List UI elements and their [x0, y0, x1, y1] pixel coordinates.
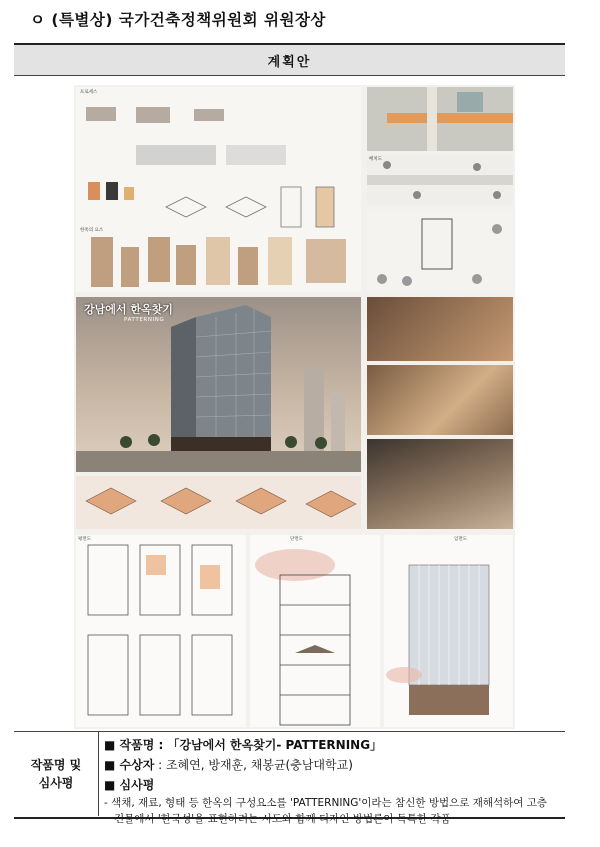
- section-drawing: [250, 535, 380, 727]
- work-line: ■ 작품명 : 「강남에서 한옥찾기- PATTERNING」: [104, 738, 383, 752]
- axon-strip: [76, 476, 361, 529]
- work-label: 작품명: [119, 738, 155, 752]
- info-row: [14, 731, 565, 825]
- work-value: 「강남에서 한옥찾기- PATTERNING」: [167, 738, 383, 752]
- label-process: 프로세스: [80, 90, 98, 95]
- info-body: [104, 735, 560, 827]
- review-text: - 색채, 재료, 형태 등 한옥의 구성요소를 'PATTERNING'이라는 참신한 방법으로 재해석하여 고층 건물에서 '한국성'을 표현하려는 시도와 함께 디자인 방법론이 독특한 작품: [104, 797, 548, 825]
- winner-label: 수상자: [119, 758, 155, 772]
- poster-image: [74, 85, 515, 729]
- main-render: [76, 297, 361, 472]
- label-elements: 한옥의 요소: [80, 228, 104, 233]
- concept-panel: [76, 87, 361, 292]
- concept-diagrams: [76, 87, 361, 292]
- info-label-line1: 작품명 및: [30, 758, 82, 772]
- floor-plans: [76, 535, 246, 727]
- interior-render-1: [367, 297, 513, 361]
- winner-line: ■ 수상자 : 조혜연, 방재훈, 채봉균(충남대학교): [104, 758, 353, 772]
- label-site: 배치도: [369, 157, 383, 162]
- info-label-cell: [14, 732, 99, 816]
- render-subtitle: PATTERNING: [124, 317, 165, 323]
- label-plan: 평면도: [78, 537, 92, 542]
- poster-area: [14, 76, 565, 731]
- winner-value: 조혜연, 방재훈, 채봉균(충남대학교): [165, 758, 353, 772]
- label-section: 단면도: [290, 537, 304, 542]
- layout-plan-panel: [367, 209, 513, 292]
- interior-render-2: [367, 365, 513, 435]
- page-heading: ㅇ (특별상) 국가건축정책위원회 위원장상: [30, 11, 326, 29]
- interior-render-3: [367, 439, 513, 529]
- label-elevation: 입면도: [454, 537, 468, 542]
- info-label-line2: 심사평: [38, 776, 74, 790]
- review-line: ■ 심사평: [104, 778, 155, 792]
- site-plan-panel: [367, 155, 513, 205]
- review-label: 심사평: [119, 778, 155, 792]
- table-header: 계획안: [14, 45, 565, 76]
- render-title: 강남에서 한옥찾기: [84, 303, 173, 316]
- aerial-panel: [367, 87, 513, 151]
- elevation-drawing: [384, 535, 513, 727]
- award-table: [14, 43, 565, 825]
